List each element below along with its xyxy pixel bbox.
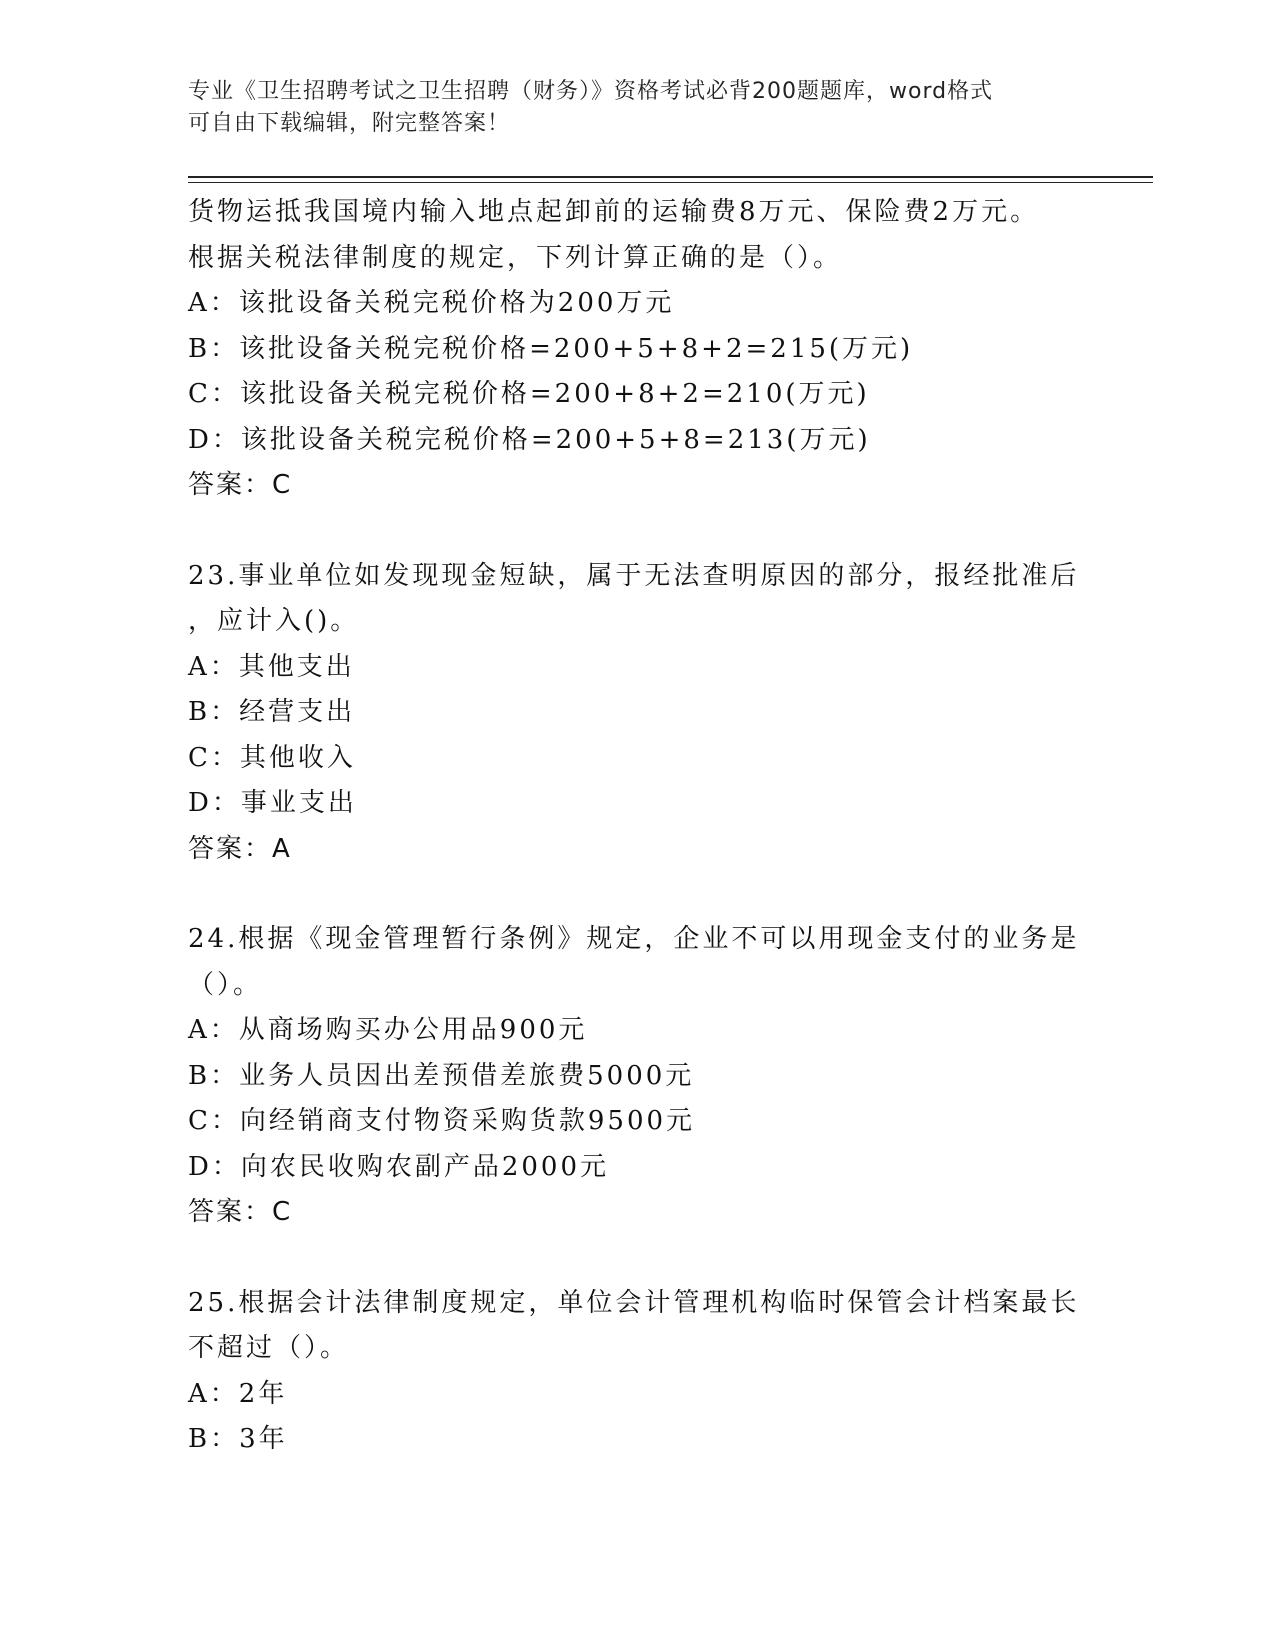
question-block (188, 1281, 1088, 1463)
option-c: C：该批设备关税完税价格=200+8+2=210(万元) (188, 379, 870, 409)
answer-line: 答案：A (188, 833, 292, 864)
document-header (188, 76, 1068, 140)
question-stem-line: 货物运抵我国境内输入地点起卸前的运输费8万元、保险费2万元。 (188, 197, 1040, 227)
option-a: A：该批设备关税完税价格为200万元 (188, 288, 675, 318)
header-line-1: 专业《卫生招聘考试之卫生招聘（财务）》资格考试必背200题题库，word格式 (188, 79, 994, 104)
option-c: C：其他收入 (188, 742, 356, 773)
question-list (188, 190, 1088, 1463)
option-d: D：事业支出 (188, 788, 357, 818)
header-line-2: 可自由下载编辑，附完整答案！ (188, 111, 511, 136)
option-b: B：3年 (188, 1424, 288, 1454)
question-stem-line: ，应计入()。 (188, 606, 360, 636)
header-divider-thin (188, 182, 1153, 183)
option-d: D：该批设备关税完税价格=200+5+8=213(万元) (188, 424, 871, 455)
option-b: B：该批设备关税完税价格=200+5+8+2=215(万元) (188, 333, 914, 364)
answer-line: 答案：C (188, 470, 293, 500)
answer-line: 答案：C (188, 1197, 293, 1227)
question-stem-line: 23.事业单位如发现现金短缺，属于无法查明原因的部分，报经批准后 (188, 560, 1080, 591)
option-c: C：向经销商支付物资采购货款9500元 (188, 1106, 696, 1136)
option-a: A：2年 (188, 1378, 288, 1409)
question-stem-line: 24.根据《现金管理暂行条例》规定，企业不可以用现金支付的业务是 (188, 924, 1080, 954)
question-stem-line: 不超过（）。 (188, 1333, 350, 1363)
question-stem-line: 25.根据会计法律制度规定，单位会计管理机构临时保管会计档案最长 (188, 1287, 1080, 1318)
option-d: D：向农民收购农副产品2000元 (188, 1151, 610, 1182)
header-divider (188, 176, 1153, 178)
question-block (188, 190, 1088, 509)
option-a: A：其他支出 (188, 651, 355, 682)
question-stem-line: 根据关税法律制度的规定，下列计算正确的是（）。 (188, 242, 843, 273)
option-a: A：从商场购买办公用品900元 (188, 1015, 588, 1045)
question-block (188, 917, 1088, 1236)
question-stem-line: （）。 (188, 969, 263, 1000)
question-block (188, 554, 1088, 873)
option-b: B：业务人员因出差预借差旅费5000元 (188, 1060, 695, 1091)
option-b: B：经营支出 (188, 697, 356, 727)
